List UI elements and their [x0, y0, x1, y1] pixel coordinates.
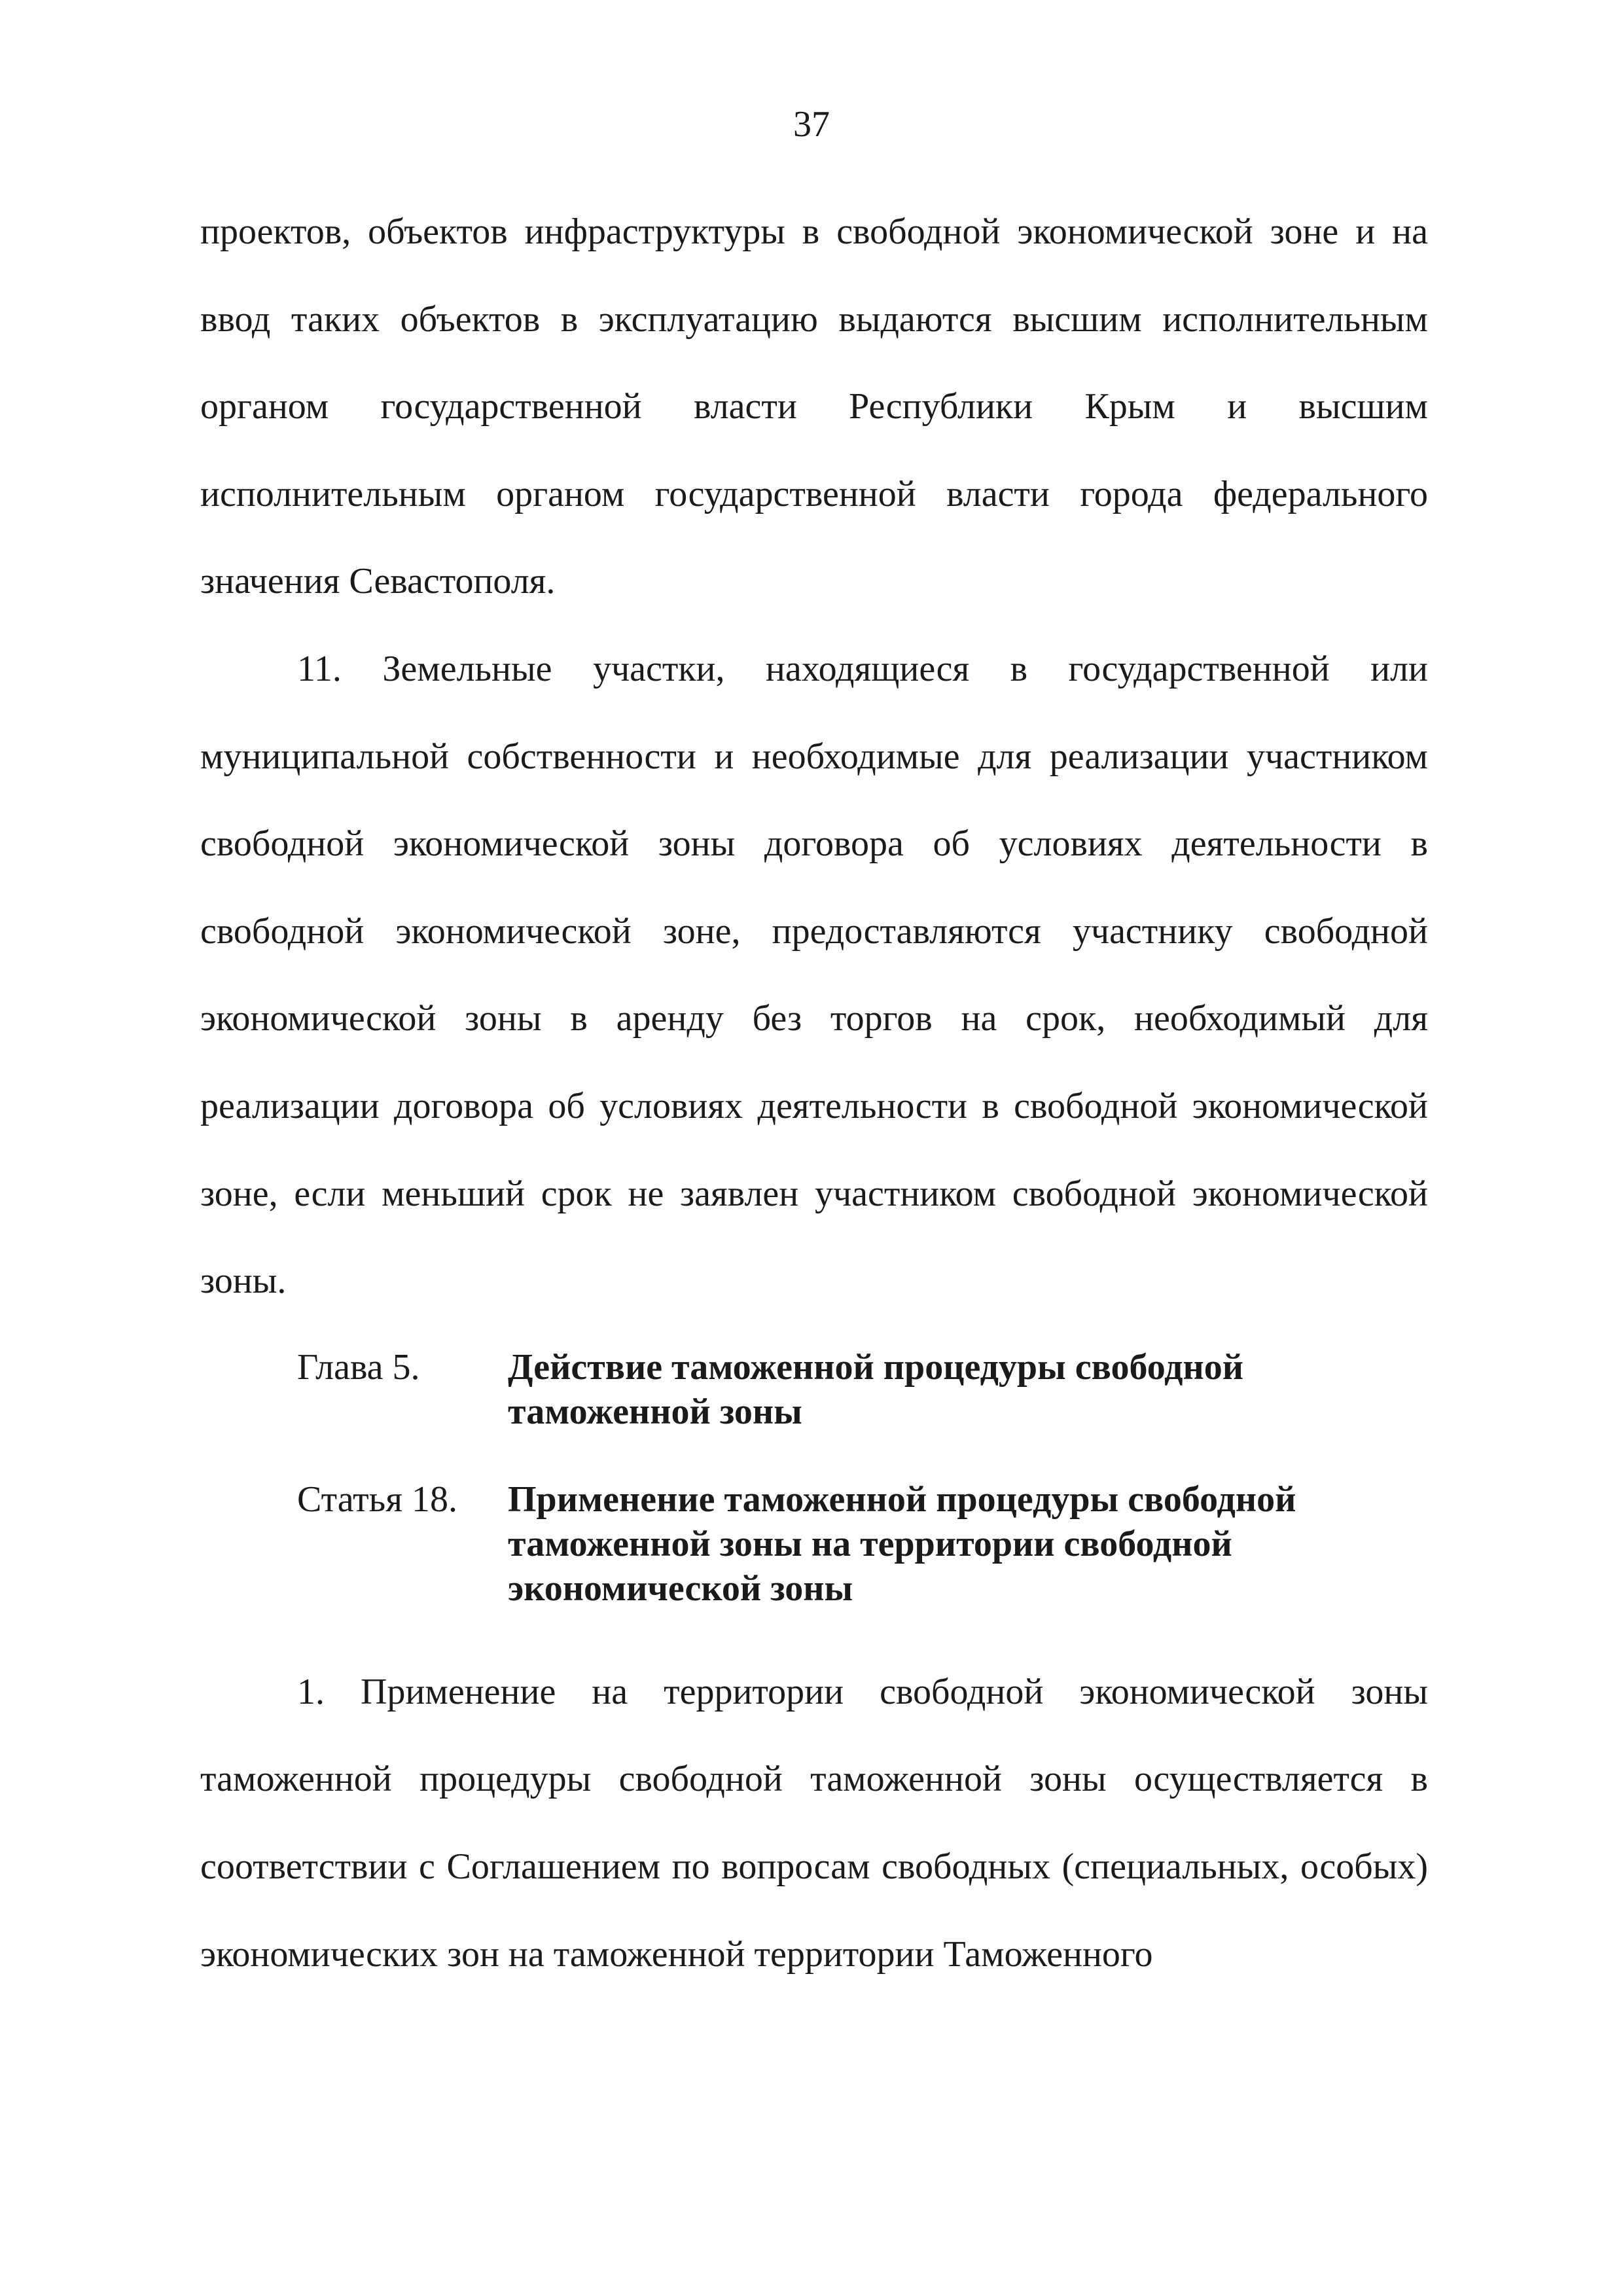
page-number: 37 [793, 104, 830, 145]
chapter-label: Глава 5. [297, 1346, 420, 1388]
article-label: Статья 18. [297, 1479, 457, 1520]
paragraph-item-11: 11. Земельные участки, находящиеся в государственной или муниципальной собственности и необходимые для реализации участником свободной экономической зоны договора об условиях деятельности в свободной экономической зоне, предоставляются участнику свободной экономической зоны в аренду без торгов на срок, необходимый для реализации договора об условиях деятельности в свободной экономической зоне, если меньший срок не заявлен участником свободной экономической зоны. [200, 648, 1428, 1302]
paragraph-continuation: проектов, объектов инфраструктуры в свободной экономической зоне и на ввод таких объектов в эксплуатацию выдаются высшим исполнительным органом государственной власти Республики Крым и высшим исполнительным органом государственной власти города федерального значения Севастополя. [200, 211, 1428, 602]
article-heading [200, 1477, 1428, 1611]
article-title: Применение таможенной процедуры свободной таможенной зоны на территории свободной экономической зоны [508, 1479, 1296, 1609]
paragraph-item-1: 1. Применение на территории свободной экономической зоны таможенной процедуры свободной таможенной зоны осуществляется в соответствии с Соглашением по вопросам свободных (специальных, особых) экономических зон на таможенной территории Таможенного [200, 1671, 1428, 1975]
chapter-title: Действие таможенной процедуры свободной таможенной зоны [508, 1346, 1243, 1432]
chapter-heading [200, 1345, 1428, 1434]
document-body [200, 188, 1428, 1998]
